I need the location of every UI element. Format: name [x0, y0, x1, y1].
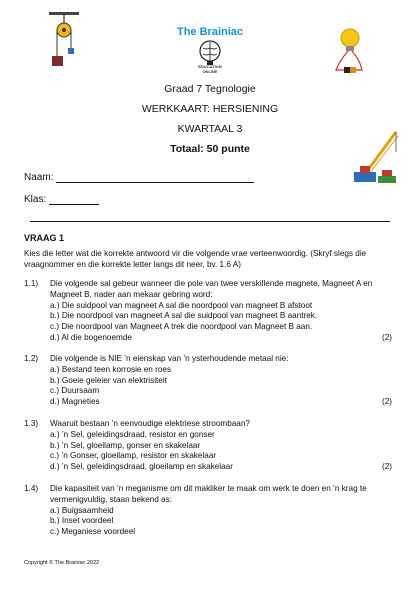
section-title: VRAAG 1 — [24, 233, 65, 243]
option-b: b.) Goeie geleier van elektrisiteit — [50, 375, 167, 385]
class-field-line[interactable] — [49, 204, 99, 205]
name-label: Naam: — [24, 172, 54, 183]
section-instructions: Kies die letter wat die korrekte antwoord vir die volgende vrae verteenwoordig. (Skryf slegs die vraagnommer en die korrekte letter langs dit neer, bv. 1.6 A) — [24, 249, 367, 269]
question-number: 1.3) — [24, 419, 39, 428]
worksheet-title: WERKKAART: HERSIENING — [141, 103, 279, 115]
total-marks: Totaal: 50 punte — [170, 143, 250, 155]
option-a: a.) ’n Sel, geleidingsdraad, resistor en gonser — [50, 429, 215, 439]
option-b: b.) Inset voordeel — [50, 516, 114, 526]
question-marks: (2) — [381, 397, 392, 406]
brand-name: The Brainiac — [176, 26, 244, 38]
term-title: KWARTAAL 3 — [177, 123, 243, 135]
question-number: 1.1) — [24, 279, 39, 288]
divider — [30, 221, 390, 222]
option-c: c.) ’n Gonser, gloeilamp, resistor en skakelaar — [50, 451, 217, 461]
option-b: b.) ’n Sel, gloeilamp, gonser en skakelaar — [50, 440, 201, 450]
option-a: a.) Die suidpool van magneet A sal die noordpool van magneet B afstoot — [50, 300, 313, 310]
option-d: d.) ’n Sel, geleidingsdraad, gloeilamp en skakelaar — [50, 462, 233, 472]
question-text: Waaruit bestaan ’n eenvoudige elektriese stroombaan? — [50, 419, 250, 428]
question-1-3 — [24, 419, 396, 473]
option-c: c.) Duursaam — [50, 386, 100, 396]
logo-sub-line2: ONLINE — [202, 69, 218, 74]
question-text: Die volgende is NIE ’n eienskap van ’n ysterhoudende metaal nie: — [50, 354, 289, 363]
option-d: d.) Al die bogenoemde — [50, 332, 132, 342]
option-c: c.) Die noordpool van Magneet A trek die noordpool van Magneet B aan. — [50, 322, 313, 332]
question-marks: (2) — [381, 462, 392, 471]
question-1-4 — [24, 484, 396, 538]
crane-icon — [352, 128, 402, 186]
question-1-2 — [24, 354, 396, 408]
question-1-1 — [24, 279, 396, 344]
option-a: a.) Buigsaamheid — [50, 505, 114, 515]
grade-title: Graad 7 Tegnologie — [164, 83, 256, 95]
pulley-icon — [49, 12, 79, 68]
question-number: 1.2) — [24, 354, 39, 363]
option-c: c.) Meganiese voordeel — [50, 527, 136, 537]
copyright-footer: Copyright © The Brainiac 2022 — [24, 560, 100, 566]
question-marks: (2) — [381, 333, 392, 342]
option-b: b.) Die noordpool van magneet A sal die suidpool van magneet B aantrek. — [50, 311, 318, 321]
logo-subtitle — [180, 64, 240, 74]
class-label: Klas: — [24, 194, 47, 205]
lightbulb-circuit-icon — [328, 26, 372, 80]
question-text: Die kapasiteit van ’n meganisme om dit makliker te maak om werk te doen en ’n krag te vermenigvuldig, staan bekend as: — [50, 484, 367, 504]
option-a: a.) Bestand teen korrosie en roes — [50, 364, 172, 374]
logo-sub-line1: EDUCATION — [198, 64, 222, 69]
question-text: Die volgende sal gebeur wanneer die pole van twee verskillende magnete, Magneet A en Magneet B, nader aan mekaar gebring word: — [50, 279, 373, 299]
option-d: d.) Magneties — [50, 397, 100, 407]
question-number: 1.4) — [24, 484, 39, 493]
name-field-line[interactable] — [56, 182, 254, 183]
